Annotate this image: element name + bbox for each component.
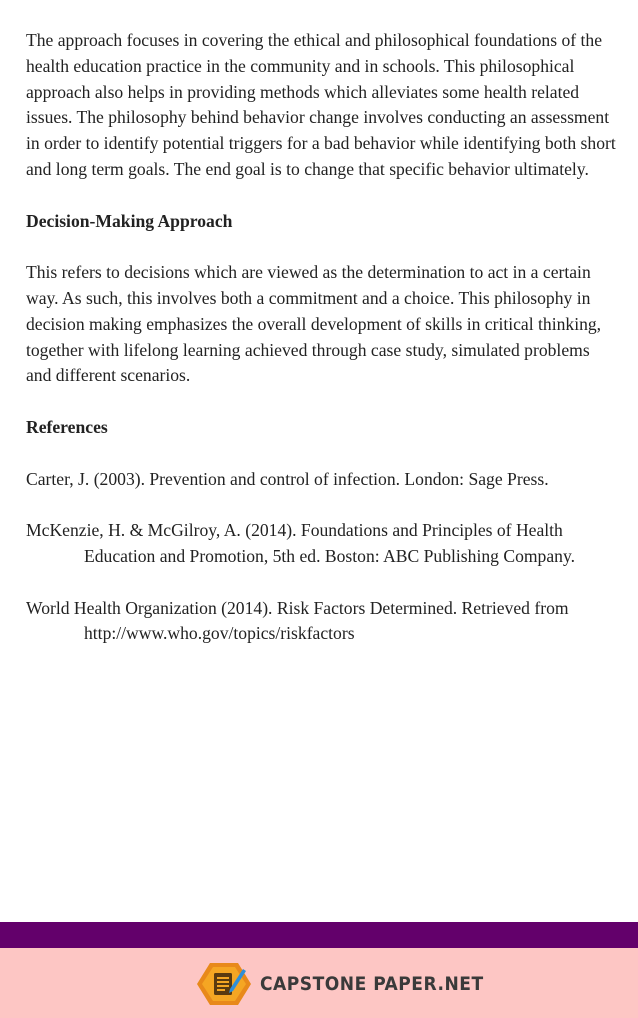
intro-paragraph: The approach focuses in covering the ethical and philosophical foundations of the health education practice in the community and in schools. This philosophical approach also helps in providing methods which alleviates some health related issues. The philosophy behind behavior change involves conducting an assessment in order to identify potential triggers for a bad behavior while identifying both short and long term goals. The end goal is to change that specific behavior ultimately. bbox=[26, 30, 616, 179]
spacer bbox=[26, 234, 616, 260]
reference-item: Carter, J. (2003). Prevention and control of infection. London: Sage Press. bbox=[26, 468, 549, 489]
footer-bar bbox=[0, 922, 638, 948]
section-paragraph: This refers to decisions which are viewed as the determination to act in a certain way. As such, this involves both a commitment and a choice. This philosophy in decision making emphasizes the overall development of skills in critical thinking, together with lifelong learning achieved through case study, simulated problems and different scenarios. bbox=[26, 262, 602, 386]
spacer bbox=[26, 441, 616, 467]
footer-brand bbox=[0, 948, 638, 1018]
references-heading: References bbox=[26, 416, 108, 437]
hexagon-document-pen-icon bbox=[196, 961, 252, 1007]
spacer bbox=[26, 183, 616, 209]
section-heading: Decision-Making Approach bbox=[26, 210, 233, 231]
reference-item: World Health Organization (2014). Risk Factors Determined. Retrieved from http://www.who.gov/topics/riskfactors bbox=[26, 597, 569, 644]
spacer bbox=[26, 492, 616, 518]
spacer bbox=[26, 570, 616, 596]
document-body bbox=[26, 28, 616, 647]
reference-item: McKenzie, H. & McGilroy, A. (2014). Foundations and Principles of Health Education and Promotion, 5th ed. Boston: ABC Publishing Company. bbox=[26, 520, 576, 566]
spacer bbox=[26, 389, 616, 415]
brand-name: CAPSTONE PAPER.NET bbox=[260, 973, 484, 995]
